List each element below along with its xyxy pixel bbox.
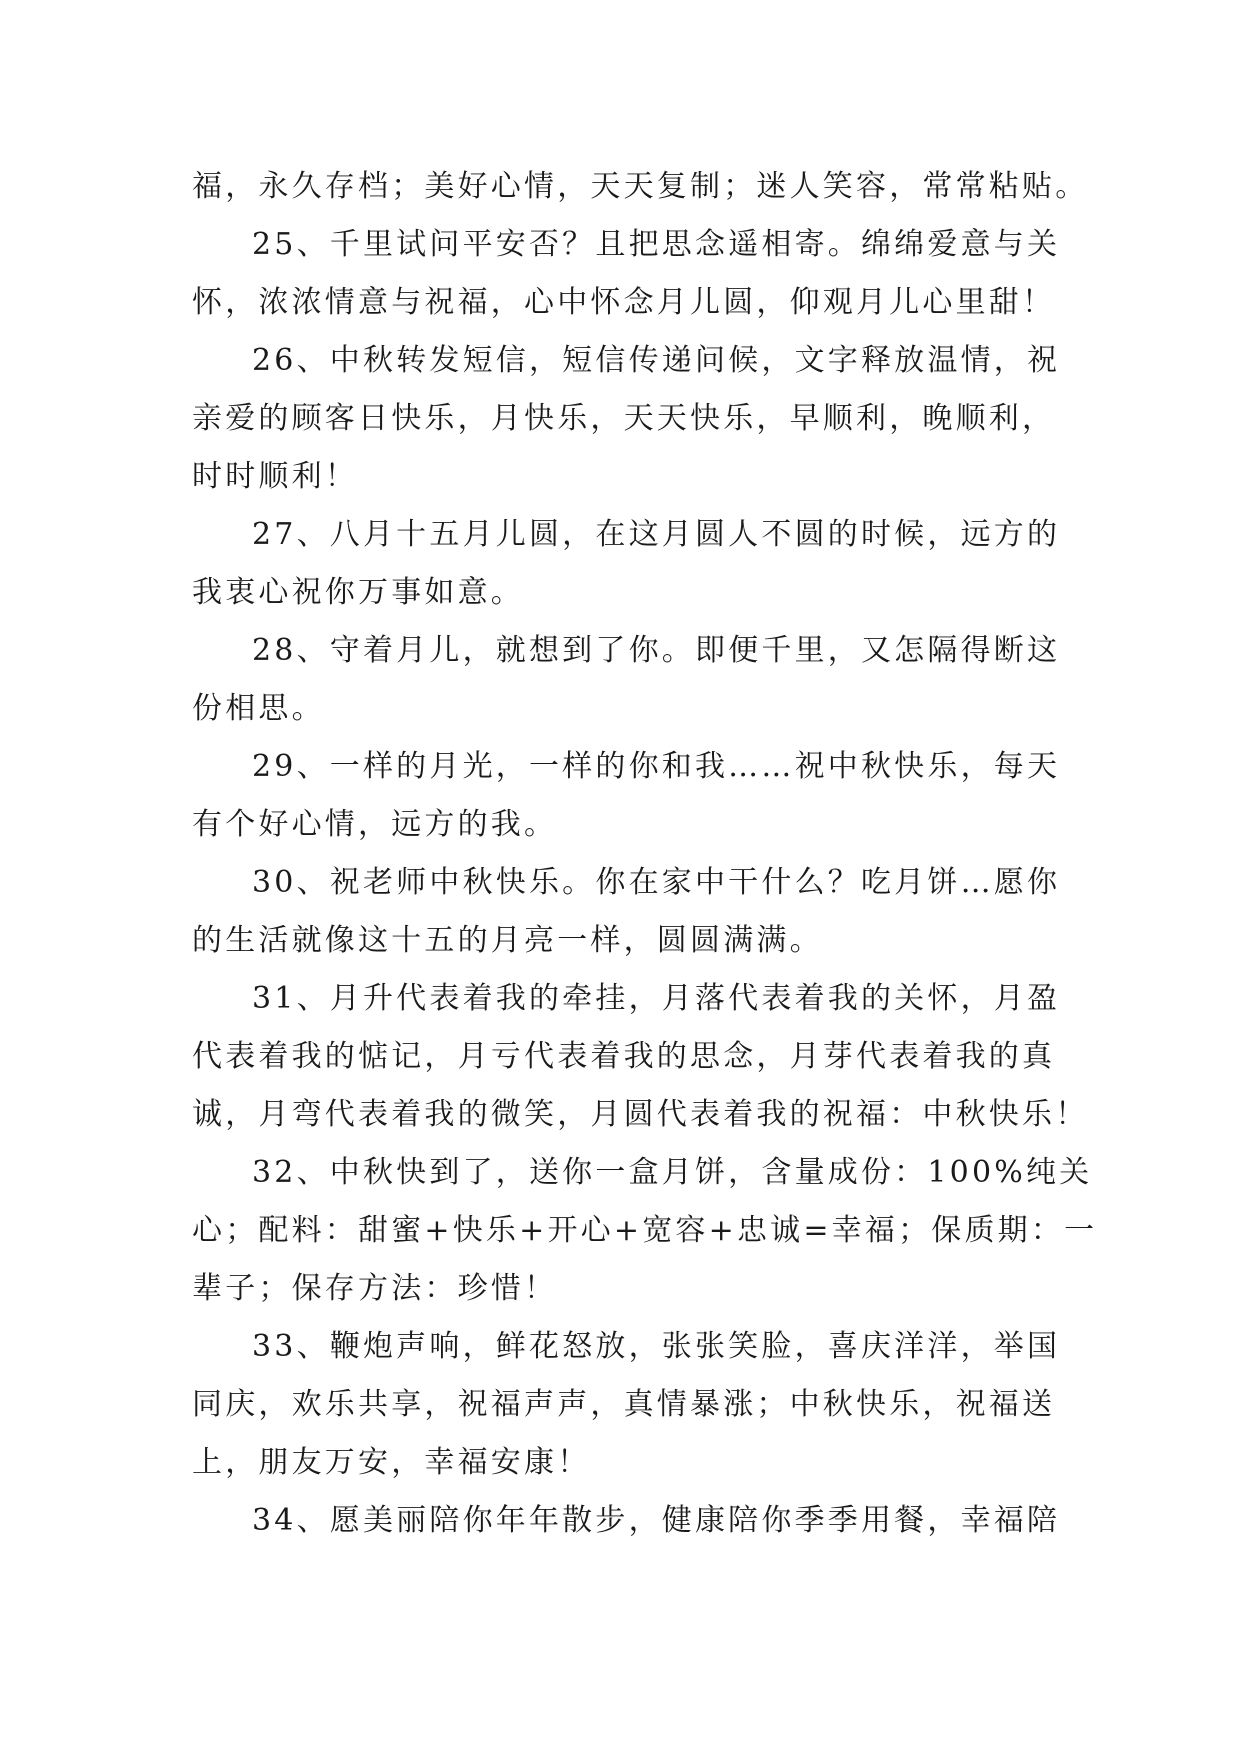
body-text [192,158,1098,1550]
text-line: 26、中秋转发短信，短信传递问候，文字释放温情，祝 [252,343,1061,378]
text-line: 32、中秋快到了，送你一盒月饼，含量成份：100%纯关 [252,1155,1093,1190]
text-line: 同庆，欢乐共享，祝福声声，真情暴涨；中秋快乐，祝福送 [192,1387,1056,1422]
text-line: 我衷心祝你万事如意。 [192,575,524,610]
text-line: 份相思。 [192,691,325,726]
text-line: 34、愿美丽陪你年年散步，健康陪你季季用餐，幸福陪 [252,1503,1061,1538]
text-line: 福，永久存档；美好心情，天天复制；迷人笑容，常常粘贴。 [192,169,1089,204]
text-line: 29、一样的月光，一样的你和我……祝中秋快乐，每天 [252,749,1061,784]
text-line: 辈子；保存方法：珍惜！ [192,1271,558,1306]
text-line: 33、鞭炮声响，鲜花怒放，张张笑脸，喜庆洋洋，举国 [252,1329,1061,1364]
text-line: 25、千里试问平安否？且把思念遥相寄。绵绵爱意与关 [252,227,1061,262]
text-line: 上，朋友万安，幸福安康！ [192,1445,591,1480]
text-line: 怀，浓浓情意与祝福，心中怀念月儿圆，仰观月儿心里甜！ [192,285,1056,320]
text-line: 亲爱的顾客日快乐，月快乐，天天快乐，早顺利，晚顺利， [192,401,1056,436]
text-line: 的生活就像这十五的月亮一样，圆圆满满。 [192,923,823,958]
text-line: 28、守着月儿，就想到了你。即便千里，又怎隔得断这 [252,633,1061,668]
text-line: 30、祝老师中秋快乐。你在家中干什么？吃月饼…愿你 [252,865,1061,900]
text-line: 时时顺利！ [192,459,358,494]
text-line: 31、月升代表着我的牵挂，月落代表着我的关怀，月盈 [252,981,1061,1016]
text-line: 有个好心情，远方的我。 [192,807,558,842]
text-line: 诚，月弯代表着我的微笑，月圆代表着我的祝福：中秋快乐！ [192,1097,1089,1132]
text-line: 心；配料：甜蜜+快乐+开心+宽容+忠诚=幸福；保质期：一 [192,1213,1098,1248]
text-line: 27、八月十五月儿圆，在这月圆人不圆的时候，远方的 [252,517,1061,552]
text-line: 代表着我的惦记，月亏代表着我的思念，月芽代表着我的真 [192,1039,1056,1074]
